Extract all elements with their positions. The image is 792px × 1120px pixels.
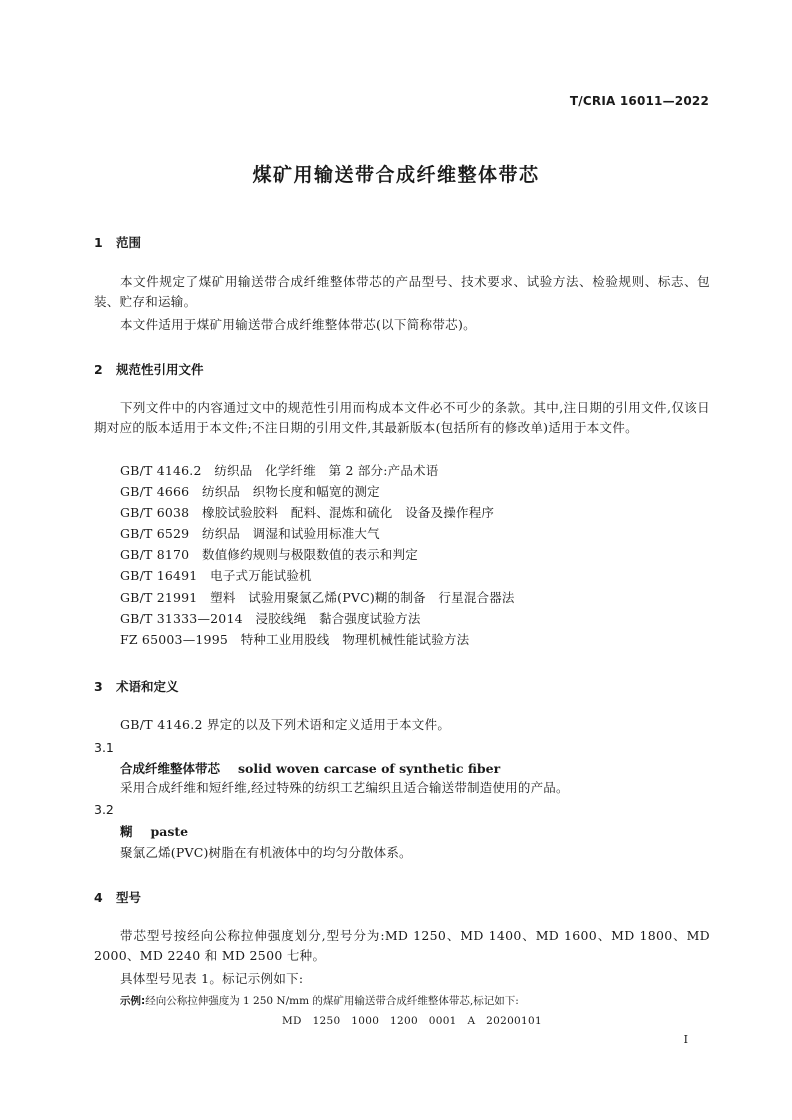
section-title: 范围 <box>116 235 142 250</box>
term-number: 3.1 <box>94 740 114 755</box>
term-name <box>120 759 500 777</box>
model-paragraph-2: 具体型号见表 1。标记示例如下: <box>120 971 304 986</box>
term-name-en: solid woven carcase of synthetic fiber <box>238 761 501 776</box>
document-code: T/CRIA 16011—2022 <box>569 94 709 108</box>
term-name-en: paste <box>150 824 189 839</box>
section-2-heading <box>94 360 204 378</box>
scope-paragraph-2: 本文件适用于煤矿用输送带合成纤维整体带芯(以下简称带芯)。 <box>120 317 476 332</box>
example-note <box>120 993 519 1008</box>
scope-paragraph-1: 本文件规定了煤矿用输送带合成纤维整体带芯的产品型号、技术要求、试验方法、检验规则、标志、包装、贮存和运输。 <box>94 274 710 309</box>
term-name-cn: 糊 <box>120 824 133 839</box>
term-number: 3.2 <box>94 802 114 817</box>
term-name-cn: 合成纤维整体带芯 <box>120 761 221 776</box>
page-number: I <box>683 1033 688 1046</box>
term-name <box>120 822 188 840</box>
section-3-heading <box>94 677 179 695</box>
term-definition: 采用合成纤维和短纤维,经过特殊的纺织工艺编织且适合输送带制造使用的产品。 <box>120 780 569 795</box>
marking-code: MD 1250 1000 1200 0001 A 20200101 <box>282 1015 542 1027</box>
references-intro: 下列文件中的内容通过文中的规范性引用而构成本文件必不可少的条款。其中,注日期的引用文件,仅该日期对应的版本适用于本文件;不注日期的引用文件,其最新版本(包括所有的修改单)适用于本文件。 <box>94 400 710 435</box>
reference-item: GB/T 4146.2 纺织品 化学纤维 第 2 部分:产品术语 <box>120 463 439 478</box>
section-number: 2 <box>94 362 103 377</box>
section-title: 规范性引用文件 <box>116 362 204 377</box>
section-title: 术语和定义 <box>116 679 179 694</box>
reference-item: GB/T 8170 数值修约规则与极限数值的表示和判定 <box>120 547 418 562</box>
example-label: 示例: <box>120 995 146 1007</box>
reference-item: GB/T 16491 电子式万能试验机 <box>120 568 312 583</box>
section-1-heading <box>94 233 141 251</box>
section-number: 3 <box>94 679 103 694</box>
document-title: 煤矿用输送带合成纤维整体带芯 <box>252 164 540 186</box>
reference-item: GB/T 6529 纺织品 调湿和试验用标准大气 <box>120 526 380 541</box>
terms-intro: GB/T 4146.2 界定的以及下列术语和定义适用于本文件。 <box>120 717 451 732</box>
example-text: 经向公称拉伸强度为 1 250 N/mm 的煤矿用输送带合成纤维整体带芯,标记如下: <box>145 995 519 1007</box>
model-paragraph-1: 带芯型号按经向公称拉伸强度划分,型号分为:MD 1250、MD 1400、MD 1600、MD 1800、MD 2000、MD 2240 和 MD 2500 七种。 <box>94 928 710 963</box>
reference-item: FZ 65003—1995 特种工业用股线 物理机械性能试验方法 <box>120 632 470 647</box>
term-definition: 聚氯乙烯(PVC)树脂在有机液体中的均匀分散体系。 <box>120 845 412 860</box>
section-4-heading <box>94 888 141 906</box>
reference-item: GB/T 4666 纺织品 织物长度和幅宽的测定 <box>120 484 380 499</box>
reference-item: GB/T 31333—2014 浸胶线绳 黏合强度试验方法 <box>120 611 421 626</box>
reference-item: GB/T 21991 塑料 试验用聚氯乙烯(PVC)糊的制备 行星混合器法 <box>120 590 515 605</box>
section-number: 1 <box>94 235 103 250</box>
reference-item: GB/T 6038 橡胶试验胶料 配料、混炼和硫化 设备及操作程序 <box>120 505 495 520</box>
section-title: 型号 <box>116 890 142 905</box>
section-number: 4 <box>94 890 103 905</box>
